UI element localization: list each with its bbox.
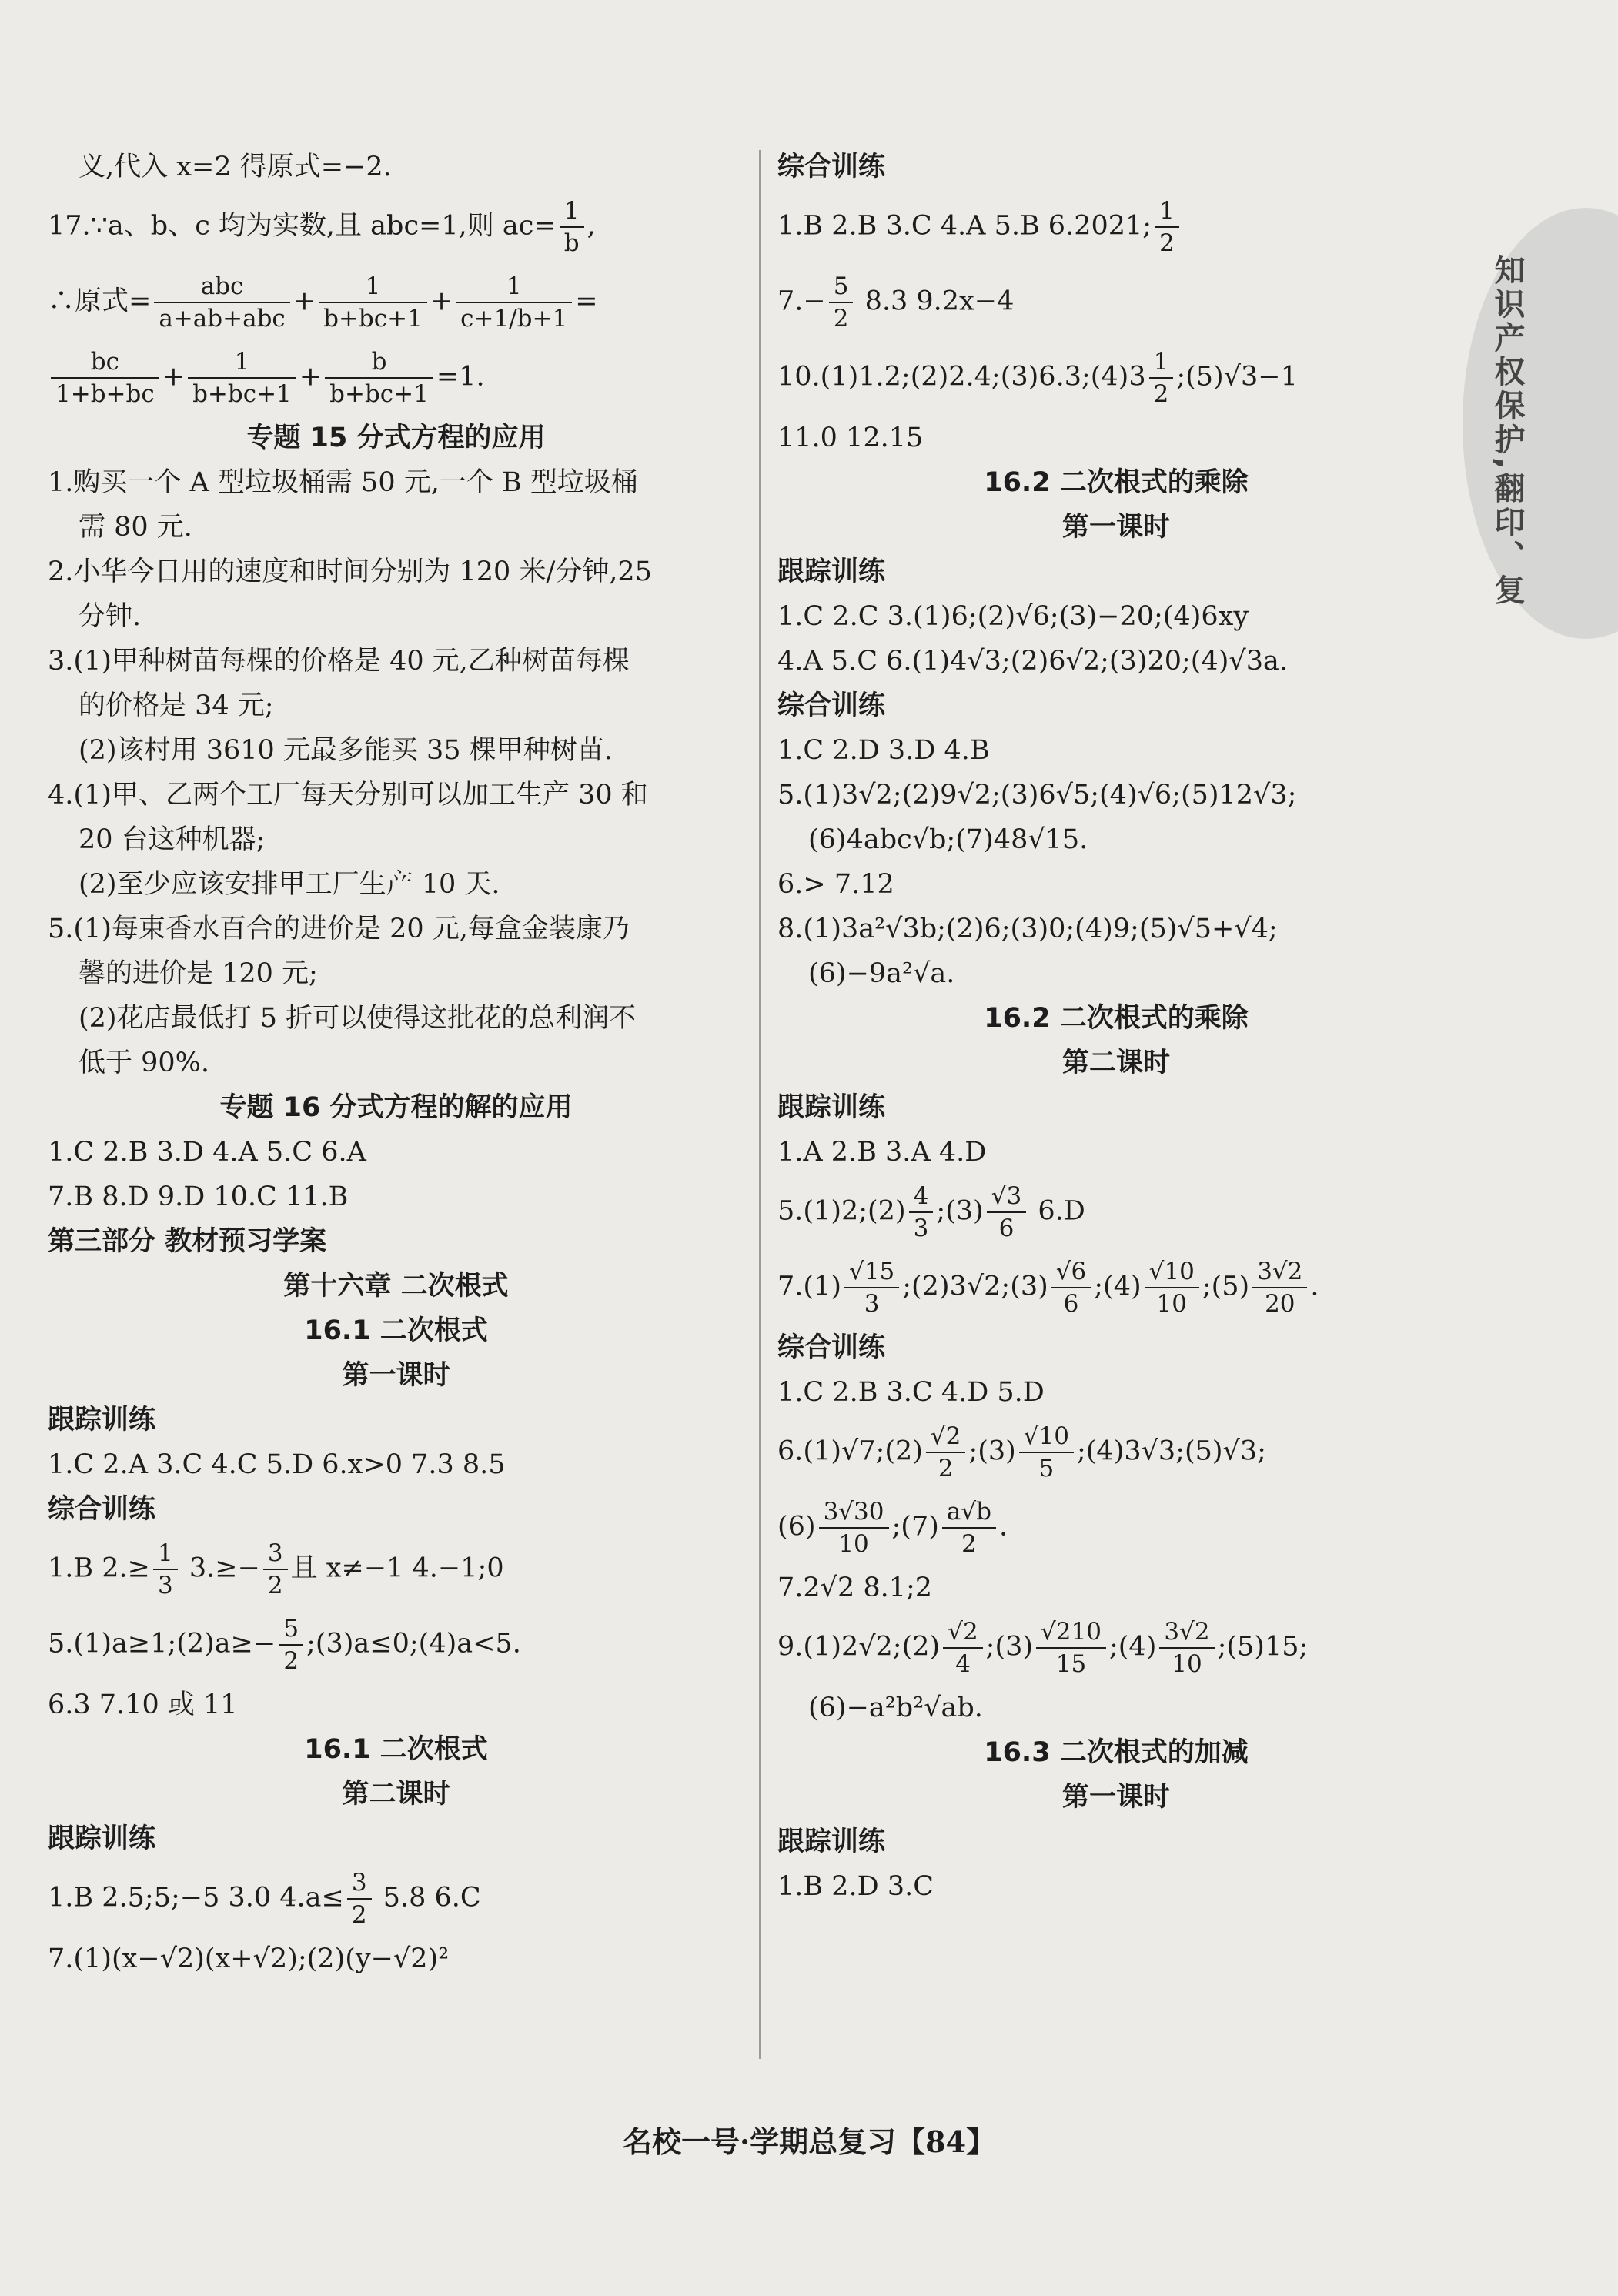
text-line: 1.B 2.D 3.C: [777, 1871, 934, 1902]
text-line: 11.0 12.15: [777, 423, 924, 453]
text-line: 5.(1)2;(2) $\frac{4}{3}$ ;(3) $\frac{√3}{6}$ 6.D: [777, 1182, 1085, 1242]
page-footer: 名校一号·学期总复习【84】: [622, 2124, 996, 2159]
text-line: 20 台这种机器;: [79, 824, 266, 855]
text-line: 7.B 8.D 9.D 10.C 11.B: [48, 1181, 349, 1212]
text-line: (6)−9a²√a.: [808, 958, 955, 989]
text-line: 17.∵a、b、c 均为实数,且 abc=1,则 ac= $\frac{1}{b}$ ,: [48, 197, 596, 257]
lesson-heading: 第二课时: [342, 1779, 450, 1810]
text-line: 需 80 元.: [79, 512, 192, 543]
text-line: 8.(1)3a²√3b;(2)6;(3)0;(4)9;(5)√5+√4;: [777, 914, 1278, 944]
section-heading: 16.2 二次根式的乘除: [984, 467, 1249, 498]
text-line: 义,代入 x=2 得原式=−2.: [79, 152, 392, 182]
section-heading: 16.2 二次根式的乘除: [984, 1003, 1249, 1034]
chapter-heading: 第十六章 二次根式: [283, 1271, 509, 1302]
subheading: 综合训练: [777, 690, 886, 721]
text-line: 馨的进价是 120 元;: [79, 958, 318, 989]
text-line: 3.(1)甲种树苗每棵的价格是 40 元,乙种树苗每棵: [48, 646, 630, 677]
text-line: 4.A 5.C 6.(1)4√3;(2)6√2;(3)20;(4)√3a.: [777, 646, 1288, 677]
text-line: 1.B 2.≥ $\frac{1}{3}$ 3.≥− $\frac{3}{2}$ 且 x≠−1 4.−1;0: [48, 1539, 504, 1599]
text-line: 4.(1)甲、乙两个工厂每天分别可以加工生产 30 和: [48, 780, 648, 810]
text-line: 6.3 7.10 或 11: [48, 1689, 238, 1720]
text-line: 5.(1)a≥1;(2)a≥− $\frac{5}{2}$ ;(3)a≤0;(4)a<5.: [48, 1615, 521, 1675]
text-line: (2)至少应该安排甲工厂生产 10 天.: [79, 869, 500, 900]
subheading: 跟踪训练: [777, 1826, 886, 1857]
text-line: 7.(1) $\frac{√15}{3}$ ;(2)3√2;(3) $\frac{√6}{6}$ ;(4) $\frac{√10}{10}$ ;(5) $\frac{3√2}{20}$ .: [777, 1258, 1319, 1318]
text-line: 9.(1)2√2;(2) $\frac{√2}{4}$ ;(3) $\frac{√210}{15}$ ;(4) $\frac{3√2}{10}$ ;(5)15;: [777, 1618, 1309, 1678]
text-line: 分钟.: [79, 601, 142, 632]
text-line: 6.(1)√7;(2) $\frac{√2}{2}$ ;(3) $\frac{√10}{5}$ ;(4)3√3;(5)√3;: [777, 1422, 1266, 1482]
text-line: 1.C 2.C 3.(1)6;(2)√6;(3)−20;(4)6xy: [777, 601, 1249, 632]
text-line: 1.B 2.B 3.C 4.A 5.B 6.2021; $\frac{1}{2}$: [777, 189, 1455, 265]
subheading: 跟踪训练: [48, 1823, 156, 1854]
section-heading: 16.1 二次根式: [304, 1734, 488, 1765]
subheading: 综合训练: [777, 152, 886, 182]
subheading: 综合训练: [777, 1332, 886, 1363]
text-line: (6)4abc√b;(7)48√15.: [808, 824, 1088, 855]
text-line: 的价格是 34 元;: [79, 690, 274, 721]
text-line: 1.B 2.5;5;−5 3.0 4.a≤ $\frac{3}{2}$ 5.8 6.C: [48, 1869, 481, 1929]
text-line: 5.(1)3√2;(2)9√2;(3)6√5;(4)√6;(5)12√3;: [777, 780, 1297, 810]
subheading: 跟踪训练: [777, 1092, 886, 1123]
text-line: 1.C 2.D 3.D 4.B: [777, 735, 990, 766]
text-line: 10.(1)1.2;(2)2.4;(3)6.3;(4)3 $\frac{1}{2}$ ;(5)√3−1: [777, 348, 1298, 408]
text-line: (6) $\frac{3√30}{10}$ ;(7) $\frac{a√b}{2}$ .: [777, 1498, 1008, 1558]
fraction: $\frac{1}{b}$: [560, 196, 584, 259]
section-heading: 16.3 二次根式的加减: [984, 1737, 1249, 1768]
lesson-heading: 第一课时: [1061, 1782, 1170, 1813]
stamp-text: 知识产权保护,翻印、复: [1489, 254, 1525, 608]
text-line: 1.C 2.B 3.C 4.D 5.D: [777, 1377, 1045, 1408]
left-column: [48, 145, 744, 1981]
text-line: (2)花店最低打 5 折可以使得这批花的总利润不: [79, 1003, 637, 1034]
lesson-heading: 第二课时: [1061, 1048, 1170, 1078]
lesson-heading: 第一课时: [342, 1360, 450, 1391]
text-line: 7.(1)(x−√2)(x+√2);(2)(y−√2)²: [48, 1943, 450, 1974]
text-line: 低于 90%.: [79, 1048, 210, 1078]
text-line: 6.> 7.12: [777, 869, 894, 900]
text-line: 1.A 2.B 3.A 4.D: [777, 1137, 987, 1168]
text-line: (2)该村用 3610 元最多能买 35 棵甲种树苗.: [79, 735, 613, 766]
section-heading: 专题 16 分式方程的解的应用: [219, 1092, 573, 1123]
text-line: 5.(1)每束香水百合的进价是 20 元,每盒金装康乃: [48, 914, 630, 944]
text-line: ∴原式= $\frac{\text{abc}}{\text{a+ab+abc}}$ + $\frac{1}{b+bc+1}$ + $\frac{1}{c+1/b+1}$ =: [48, 272, 598, 333]
subheading: 跟踪训练: [777, 556, 886, 587]
text-line: 7.2√2 8.1;2: [777, 1572, 933, 1603]
text-line: 1.C 2.B 3.D 4.A 5.C 6.A: [48, 1137, 366, 1168]
subheading: 跟踪训练: [48, 1405, 156, 1435]
subheading: 综合训练: [48, 1494, 156, 1525]
text-line: 7.− $\frac{5}{2}$ 8.3 9.2x−4: [777, 272, 1015, 333]
column-divider: [759, 150, 761, 2059]
text-line: 2.小华今日用的速度和时间分别为 120 米/分钟,25: [48, 556, 652, 587]
text-line: $\frac{bc}{1+b+bc}$ + $\frac{1}{b+bc+1}$ + $\frac{b}{b+bc+1}$ =1.: [48, 340, 744, 416]
text-line: (6)−a²b²√ab.: [808, 1693, 983, 1723]
section-heading: 16.1 二次根式: [304, 1315, 488, 1346]
lesson-heading: 第一课时: [1061, 512, 1170, 543]
part-heading: 第三部分 教材预习学案: [48, 1226, 327, 1257]
text-line: 1.购买一个 A 型垃圾桶需 50 元,一个 B 型垃圾桶: [48, 467, 638, 498]
right-column: [777, 145, 1455, 1909]
text-line: 1.C 2.A 3.C 4.C 5.D 6.x>0 7.3 8.5: [48, 1449, 506, 1480]
section-heading: 专题 15 分式方程的应用: [246, 423, 546, 453]
